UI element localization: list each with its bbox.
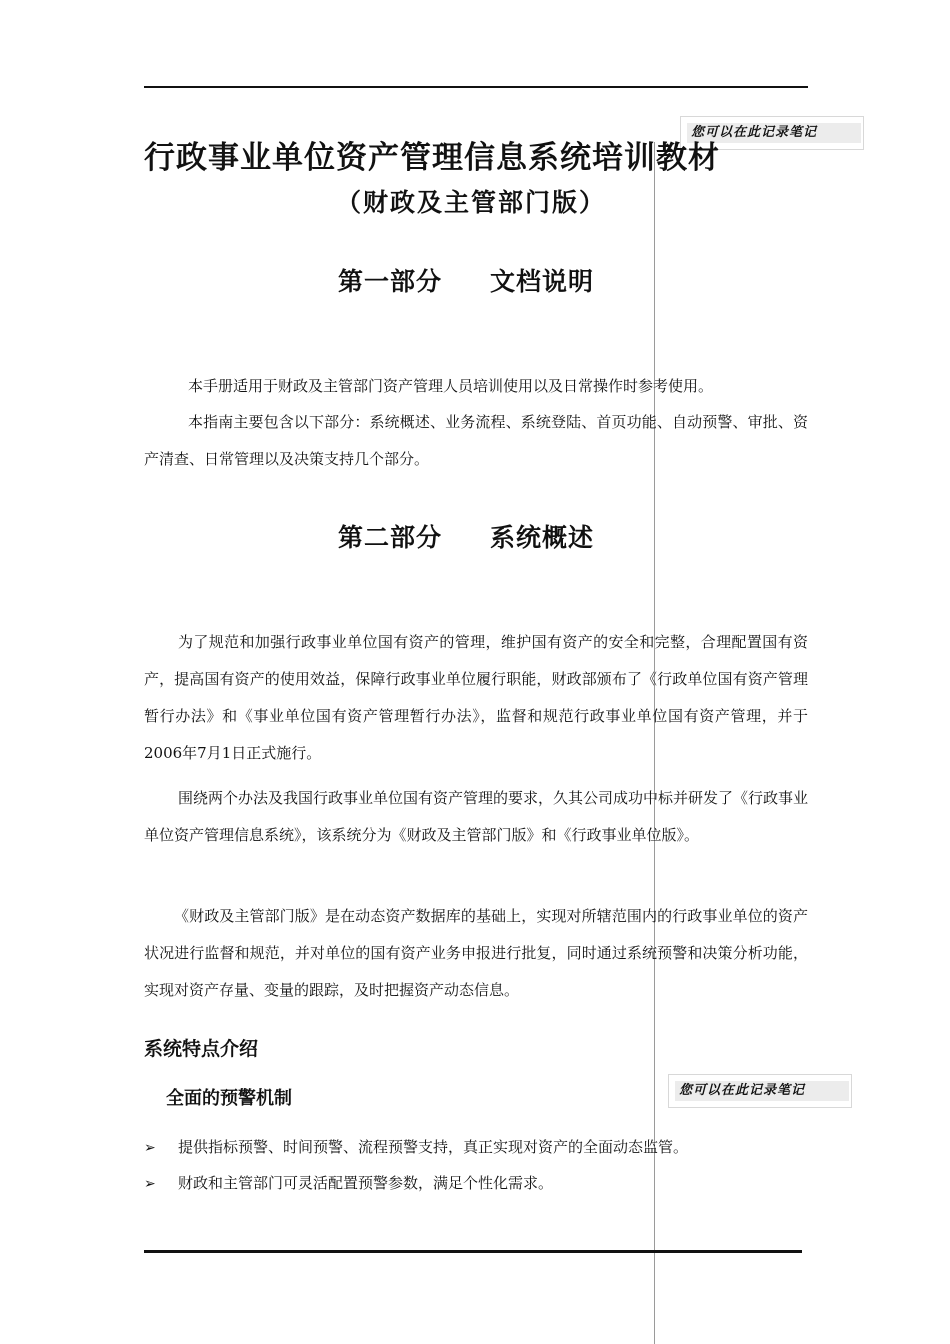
list-item-text: 财政和主管部门可灵活配置预警参数，满足个性化需求。	[178, 1174, 554, 1192]
list-item	[144, 1171, 553, 1196]
notes-label: 您可以在此记录笔记	[687, 123, 861, 143]
paragraph: 《财政及主管部门版》是在动态资产数据库的基础上，实现对所辖范围内的行政事业单位的资产状况进行监督和规范，并对单位的国有资产业务申报进行批复，同时通过系统预警和决策分析功能，实现对资产存量、变量的跟踪，及时把握资产动态信息。	[144, 907, 808, 999]
list-item-text: 提供指标预警、时间预警、流程预警支持，真正实现对资产的全面动态监管。	[178, 1138, 689, 1156]
arrow-bullet-icon: ➢	[144, 1176, 156, 1192]
section-heading-part1	[338, 262, 594, 298]
section-heading-part2	[338, 518, 594, 554]
document-title: 行政事业单位资产管理信息系统培训教材	[144, 140, 720, 176]
arrow-bullet-icon: ➢	[144, 1140, 156, 1156]
list-item	[144, 1135, 688, 1160]
document-subtitle: （财政及主管部门版）	[336, 188, 607, 217]
section-part-label: 第一部分	[338, 267, 443, 296]
section-name: 系统概述	[490, 523, 595, 552]
paragraph: 本指南主要包含以下部分：系统概述、业务流程、系统登陆、首页功能、自动预警、审批、资产清查、日常管理以及决策支持几个部分。	[144, 413, 808, 468]
features-subheading: 全面的预警机制	[166, 1088, 292, 1109]
notes-label: 您可以在此记录笔记	[675, 1081, 849, 1101]
notes-box[interactable]	[668, 1074, 852, 1108]
features-heading: 系统特点介绍	[144, 1038, 259, 1060]
paragraph: 本手册适用于财政及主管部门资产管理人员培训使用以及日常操作时参考使用。	[188, 377, 714, 395]
paragraph: 为了规范和加强行政事业单位国有资产的管理，维护国有资产的安全和完整，合理配置国有资产，提高国有资产的使用效益，保障行政事业单位履行职能，财政部颁布了《行政单位国有资产管理暂行办法》和《事业单位国有资产管理暂行办法》，监督和规范行政事业单位国有资产管理，并于2006年7月1日正式施行。	[144, 633, 808, 762]
paragraph: 围绕两个办法及我国行政事业单位国有资产管理的要求，久其公司成功中标并研发了《行政事业单位资产管理信息系统》，该系统分为《财政及主管部门版》和《行政事业单位版》。	[144, 789, 809, 844]
section-part-label: 第二部分	[338, 523, 443, 552]
header-rule	[144, 86, 808, 88]
footer-rule	[144, 1250, 802, 1253]
section-name: 文档说明	[490, 267, 595, 296]
